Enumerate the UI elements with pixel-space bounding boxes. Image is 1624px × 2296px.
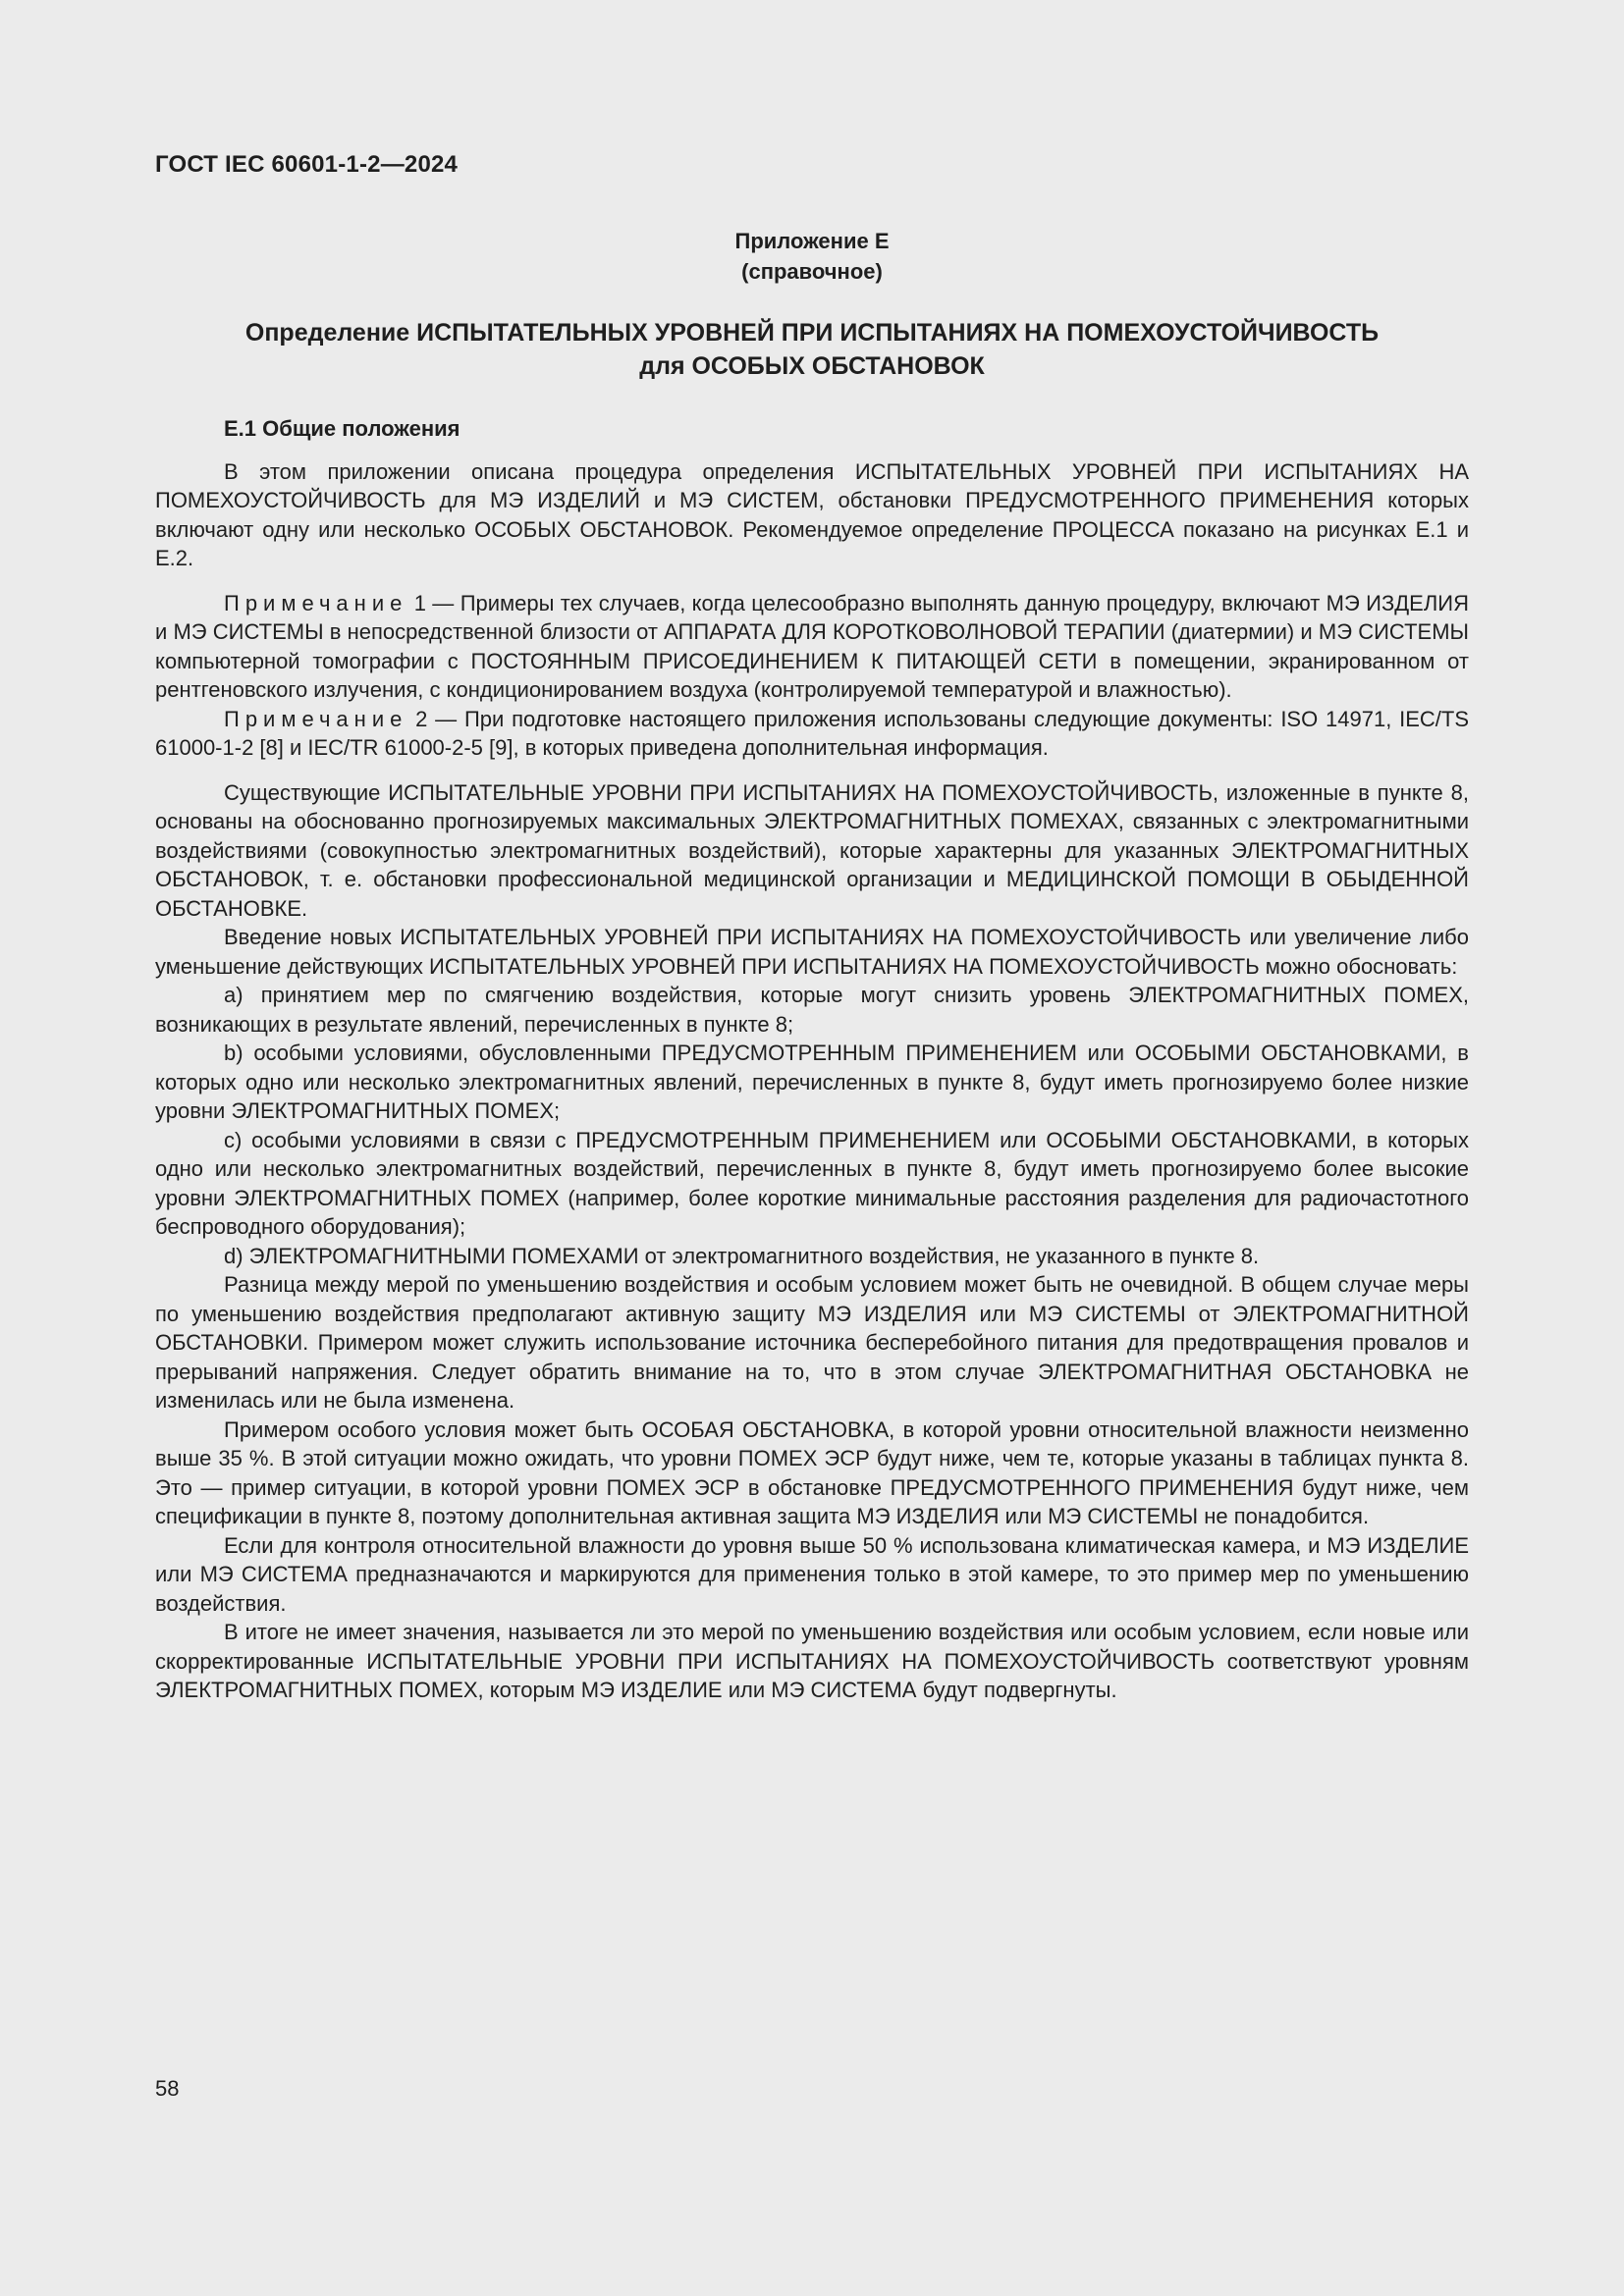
note-2-label: Примечание: [224, 706, 408, 731]
body-paragraph-3: Разница между мерой по уменьшению воздействия и особым условием может быть не очевидной. В общем случае меры по уменьшению воздействия предполагают активную защиту МЭ ИЗДЕЛИЯ или МЭ СИСТЕМЫ от ЭЛЕКТРОМАГНИТНОЙ ОБСТАНОВКИ. Примером может служить использование источника бесперебойного питания для предотвращения провалов и прерываний напряжения. Следует обратить внимание на то, что в этом случае ЭЛЕКТРОМАГНИТНАЯ ОБСТАНОВКА не изменилась или не была изменена.: [155, 1272, 1469, 1413]
annex-title-line-1: Определение ИСПЫТАТЕЛЬНЫХ УРОВНЕЙ ПРИ ИСПЫТАНИЯХ НА ПОМЕХОУСТОЙЧИВОСТЬ: [244, 319, 1380, 347]
document-content: [155, 414, 1469, 1705]
note-1-label: Примечание: [224, 590, 408, 615]
annex-heading: [155, 226, 1469, 287]
list-item-d: d) ЭЛЕКТРОМАГНИТНЫМИ ПОМЕХАМИ от электромагнитного воздействия, не указанного в пункте 8.: [224, 1243, 1260, 1268]
body-paragraph-4: Примером особого условия может быть ОСОБАЯ ОБСТАНОВКА, в которой уровни относительной влажности неизменно выше 35 %. В этой ситуации можно ожидать, что уровни ПОМЕХ ЭСР будут ниже, чем те, которые указаны в таблицах пункта 8. Это — пример ситуации, в которой уровни ПОМЕХ ЭСР в обстановке ПРЕДУСМОТРЕННОГО ПРИМЕНЕНИЯ будут ниже, чем спецификации в пункте 8, поэтому дополнительная активная защита МЭ ИЗДЕЛИЯ или МЭ СИСТЕМЫ не понадобится.: [155, 1416, 1469, 1528]
note-1: [155, 589, 1469, 705]
document-code: ГОСТ IEC 60601-1-2—2024: [155, 151, 459, 178]
note-1-text: Примеры тех случаев, когда целесообразно выполнять данную процедуру, включают МЭ ИЗДЕЛИЯ и МЭ СИСТЕМЫ в непосредственной близости от АППАРАТА ДЛЯ КОРОТКОВОЛНОВОЙ ТЕРАПИИ (диатермии) и МЭ СИСТЕМЫ компьютерной томографии с ПОСТОЯННЫМ ПРИСОЕДИНЕНИЕМ К ПИТАЮЩЕЙ СЕТИ в помещении, экранированном от рентгеновского излучения, с кондиционированием воздуха (контролируемой температурой и влажностью).: [155, 590, 1469, 702]
note-2-text: При подготовке настоящего приложения использованы следующие документы: ISO 14971, IEC/TS 61000-1-2 [8] и IEC/TR 61000-2-5 [9], в которых приведена дополнительная информация.: [155, 706, 1470, 760]
body-paragraph-1: Существующие ИСПЫТАТЕЛЬНЫЕ УРОВНИ ПРИ ИСПЫТАНИЯХ НА ПОМЕХОУСТОЙЧИВОСТЬ, изложенные в пункте 8, основаны на обоснованно прогнозируемых максимальных ЭЛЕКТРОМАГНИТНЫХ ПОМЕХАХ, связанных с электромагнитными воздействиями (совокупностью электромагнитных воздействий), которые характерны для указанных ЭЛЕКТРОМАГНИТНЫХ ОБСТАНОВОК, т. е. обстановки профессиональной медицинской организации и МЕДИЦИНСКОЙ ПОМОЩИ В ОБЫДЕННОЙ ОБСТАНОВКЕ.: [155, 779, 1469, 921]
list-item-b: b) особыми условиями, обусловленными ПРЕДУСМОТРЕННЫМ ПРИМЕНЕНИЕМ или ОСОБЫМИ ОБСТАНОВКАМИ, в которых одно или несколько электромагнитных явлений, перечисленных в пункте 8, будут иметь прогнозируемо более низкие уровни ЭЛЕКТРОМАГНИТНЫХ ПОМЕХ;: [155, 1041, 1469, 1123]
annex-title-line-2: для ОСОБЫХ ОБСТАНОВОК: [639, 352, 985, 380]
body-paragraph-6: В итоге не имеет значения, называется ли это мерой по уменьшению воздействия или особым условием, если новые или скорректированные ИСПЫТАТЕЛЬНЫЕ УРОВНИ ПРИ ИСПЫТАНИЯХ НА ПОМЕХОУСТОЙЧИВОСТЬ соответствуют уровням ЭЛЕКТРОМАГНИТНЫХ ПОМЕХ, которым МЭ ИЗДЕЛИЕ или МЭ СИСТЕМА будут подвергнуты.: [155, 1620, 1469, 1702]
note-2-number: 2 —: [407, 706, 464, 731]
annex-title: [155, 316, 1469, 383]
body-paragraph-2: Введение новых ИСПЫТАТЕЛЬНЫХ УРОВНЕЙ ПРИ ИСПЫТАНИЯХ НА ПОМЕХОУСТОЙЧИВОСТЬ или увеличение либо уменьшение действующих ИСПЫТАТЕЛЬНЫХ УРОВНЕЙ ПРИ ИСПЫТАНИЯХ НА ПОМЕХОУСТОЙЧИВОСТЬ можно обосновать:: [155, 925, 1469, 979]
note-1-number: 1 —: [407, 590, 460, 615]
annex-type: (справочное): [741, 259, 883, 284]
note-2: [155, 705, 1469, 763]
note-block: [155, 589, 1469, 763]
section-heading: Е.1 Общие положения: [224, 416, 460, 441]
page-number: 58: [155, 2076, 180, 2101]
annex-label: Приложение Е: [734, 229, 890, 253]
body-paragraph-5: Если для контроля относительной влажности до уровня выше 50 % использована климатическая камера, и МЭ ИЗДЕЛИЕ или МЭ СИСТЕМА предназначаются и маркируются для применения только в этой камере, то это пример мер по уменьшению воздействия.: [155, 1532, 1469, 1616]
intro-paragraph: В этом приложении описана процедура определения ИСПЫТАТЕЛЬНЫХ УРОВНЕЙ ПРИ ИСПЫТАНИЯХ НА ПОМЕХОУСТОЙЧИВОСТЬ для МЭ ИЗДЕЛИЙ и МЭ СИСТЕМ, обстановки ПРЕДУСМОТРЕННОГО ПРИМЕНЕНИЯ которых включают одну или несколько ОСОБЫХ ОБСТАНОВОК. Рекомендуемое определение ПРОЦЕССА показано на рисунках Е.1 и Е.2.: [155, 458, 1469, 570]
list-item-a: a) принятием мер по смягчению воздействия, которые могут снизить уровень ЭЛЕКТРОМАГНИТНЫХ ПОМЕХ, возникающих в результате явлений, перечисленных в пункте 8;: [155, 983, 1469, 1037]
list-item-c: c) особыми условиями в связи с ПРЕДУСМОТРЕННЫМ ПРИМЕНЕНИЕМ или ОСОБЫМИ ОБСТАНОВКАМИ, в которых одно или несколько электромагнитных воздействий, перечисленных в пункте 8, будут иметь прогнозируемо более высокие уровни ЭЛЕКТРОМАГНИТНЫХ ПОМЕХ (например, более короткие минимальные расстояния разделения для радиочастотного беспроводного оборудования);: [155, 1127, 1469, 1239]
